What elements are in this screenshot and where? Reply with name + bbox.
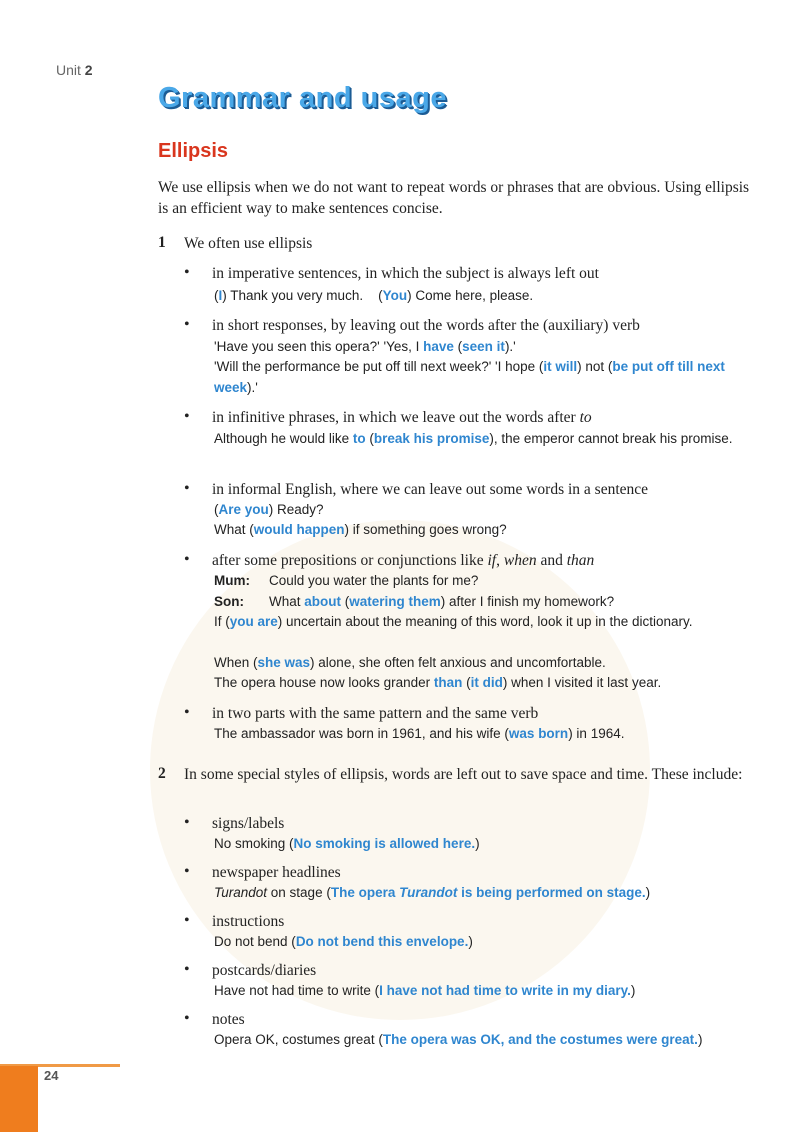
bullet: •: [184, 264, 190, 281]
bullet-lead: in two parts with the same pattern and the same verb: [212, 705, 539, 722]
example-line: Do not bend (Do not bend this envelope.): [214, 934, 473, 949]
example-line: When (she was) alone, she often felt anxious and uncomfortable.: [214, 655, 606, 670]
bullet-lead: postcards/diaries: [212, 962, 317, 979]
example-line: (I) Thank you very much. (You) Come here, please.: [214, 288, 534, 303]
example-line: 'Will the performance be put off till next week?' 'I hope (it will) not (be put off till next week).': [214, 359, 725, 395]
example-line: Although he would like to (break his promise), the emperor cannot break his promise.: [214, 431, 733, 446]
bullet: •: [184, 814, 190, 831]
section-2-text: In some special styles of ellipsis, words are left out to save space and time. These include:: [184, 766, 743, 783]
section-2-number: 2: [158, 765, 166, 782]
example-line: No smoking (No smoking is allowed here.): [214, 836, 480, 851]
bullet-lead: signs/labels: [212, 815, 285, 832]
dialogue-line: Mum: Could you water the plants for me?: [214, 573, 479, 588]
dialogue-line: Son: What about (watering them) after I finish my homework?: [214, 594, 615, 609]
bullet: •: [184, 408, 190, 425]
example-line: The ambassador was born in 1961, and his wife (was born) in 1964.: [214, 726, 625, 741]
bullet: •: [184, 480, 190, 497]
section-1-number: 1: [158, 234, 166, 251]
bullet-lead: newspaper headlines: [212, 864, 341, 881]
example-line: Opera OK, costumes great (The opera was OK, and the costumes were great.): [214, 1032, 703, 1047]
bullet: •: [184, 316, 190, 333]
example-line: Turandot on stage (The opera Turandot is being performed on stage.): [214, 885, 651, 900]
unit-label: Unit 2: [56, 62, 93, 78]
page-tab: [0, 1066, 38, 1132]
bullet-lead: instructions: [212, 913, 285, 930]
example-line: 'Have you seen this opera?' 'Yes, I have (seen it).': [214, 339, 516, 354]
section-heading: Ellipsis: [158, 140, 229, 162]
example-line: The opera house now looks grander than (it did) when I visited it last year.: [214, 675, 662, 690]
bullet-lead: in informal English, where we can leave out some words in a sentence: [212, 481, 649, 498]
bullet-lead: in infinitive phrases, in which we leave out the words after to: [212, 409, 592, 426]
bullet: •: [184, 912, 190, 929]
bullet-lead: in imperative sentences, in which the subject is always left out: [212, 265, 599, 282]
page-number: 24: [44, 1068, 59, 1083]
bullet-lead: after some prepositions or conjunctions like if, when and than: [212, 552, 595, 569]
example-line: What (would happen) if something goes wrong?: [214, 522, 507, 537]
bullet: •: [184, 961, 190, 978]
example-line: Have not had time to write (I have not had time to write in my diary.): [214, 983, 636, 998]
intro-paragraph: We use ellipsis when we do not want to repeat words or phrases that are obvious. Using ellipsis is an efficient way to make sentences concise.: [158, 179, 750, 217]
bullet-lead: notes: [212, 1011, 245, 1028]
bullet: •: [184, 704, 190, 721]
bullet: •: [184, 551, 190, 568]
section-1-text: We often use ellipsis: [184, 235, 313, 252]
page-title: Grammar and usage: [158, 82, 447, 114]
example-line: (Are you) Ready?: [214, 502, 324, 517]
bullet: •: [184, 1010, 190, 1027]
bullet: •: [184, 863, 190, 880]
example-line: If (you are) uncertain about the meaning of this word, look it up in the dictionary.: [214, 614, 693, 629]
bullet-lead: in short responses, by leaving out the words after the (auxiliary) verb: [212, 317, 640, 334]
